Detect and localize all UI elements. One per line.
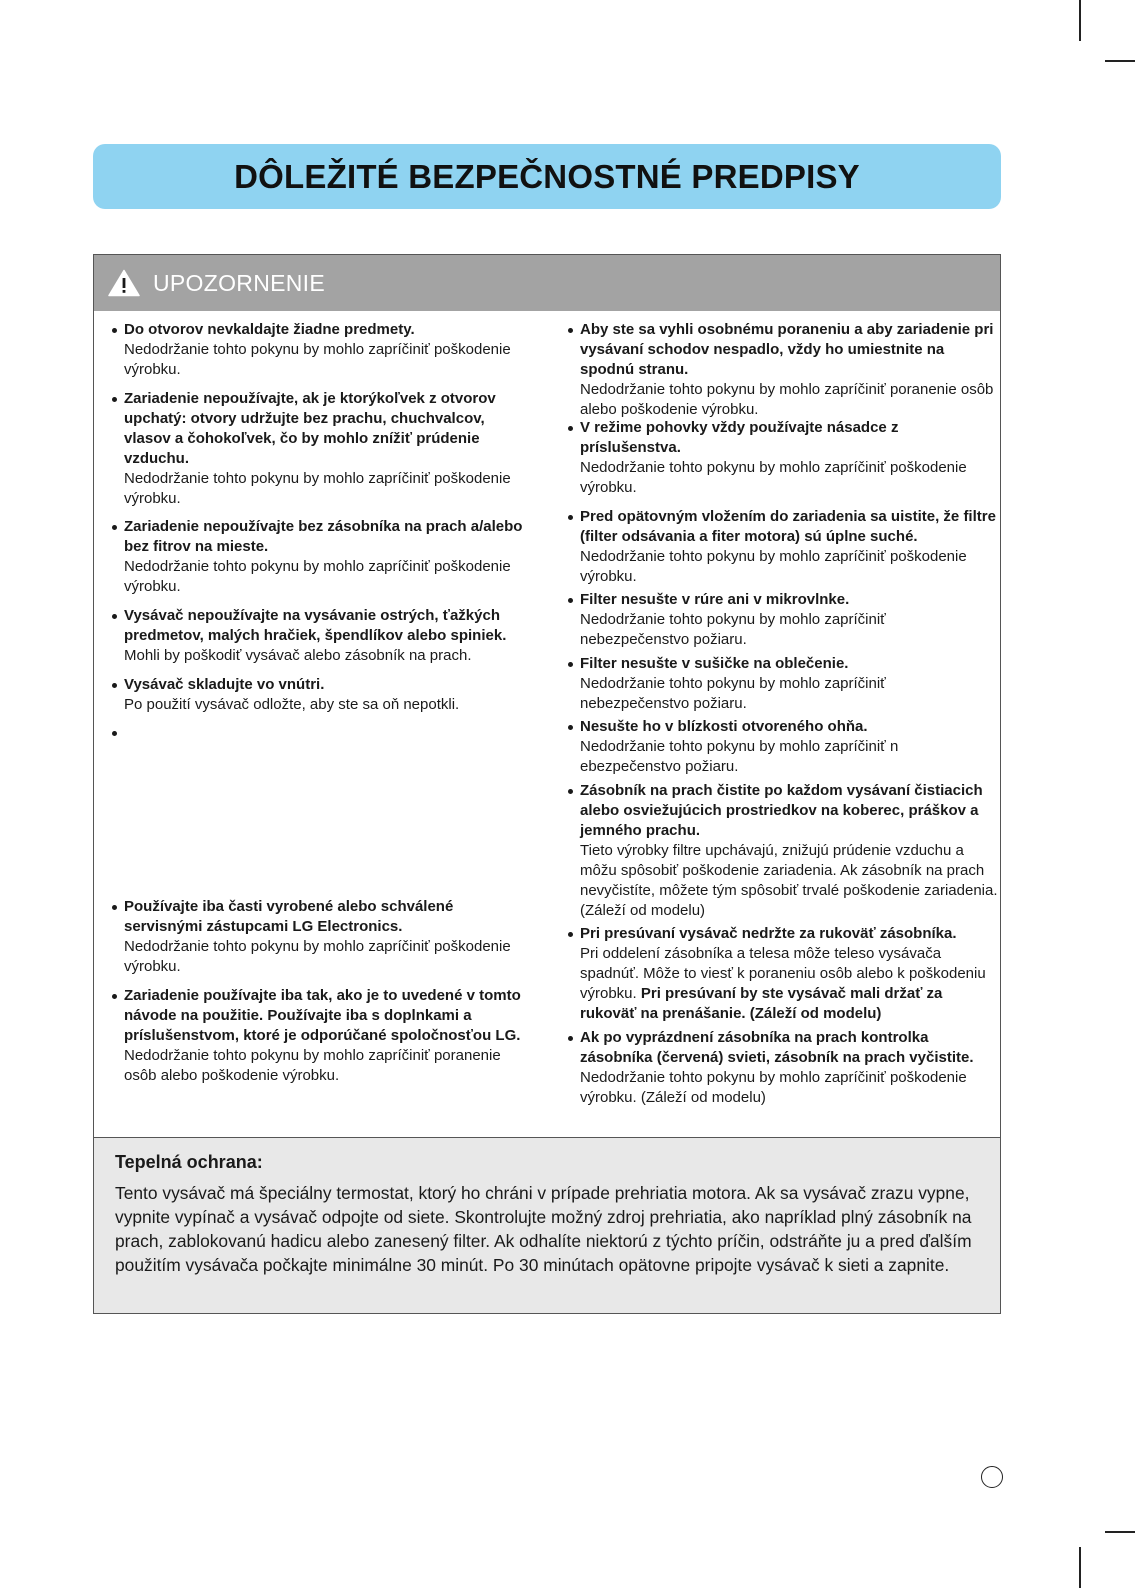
item-heading: Aby ste sa vyhli osobnému poraneniu a aby zariadenie pri vysávaní schodov nespadlo, vždy ho umiestnite na spodnú stranu. (580, 321, 994, 378)
item-heading: Filter nesušte v rúre ani v mikrovlnke. (580, 591, 850, 608)
item-heading: Filter nesušte v sušičke na oblečenie. (580, 655, 849, 672)
item-text: Nedodržanie tohto pokynu by mohlo zapríčiniť nebezpečenstvo požiaru. (580, 675, 886, 712)
item-heading: Vysávač nepoužívajte na vysávanie ostrých, ťažkých predmetov, malých hračiek, špendlíkov alebo spiniek. (124, 607, 507, 644)
warning-columns (94, 311, 1000, 1139)
list-item (567, 654, 999, 714)
page-title: DÔLEŽITÉ BEZPEČNOSTNÉ PREDPISY (234, 157, 860, 195)
list-item (111, 675, 533, 715)
crop-mark-top-horizontal (1105, 60, 1135, 62)
item-text (580, 944, 999, 1024)
list-item (111, 320, 533, 380)
list-item (111, 517, 533, 597)
list-item (111, 986, 533, 1086)
item-heading: Zásobník na prach čistite po každom vysávaní čistiacich alebo osviežujúcich prostriedkov na koberec, práškov a jemného prachu. (580, 782, 983, 839)
list-item (567, 924, 999, 1024)
list-item (567, 590, 999, 650)
item-text: Tieto výrobky filtre upchávajú, znižujú prúdenie vzduchu a môžu spôsobiť poškodenie zariadenia. Ak zásobník na prach nevyčistíte, môžete tým spôsobiť trvalé poškodenie zariadenia. (Záleží od modelu) (580, 842, 998, 919)
item-text: Nedodržanie tohto pokynu by mohlo zapríčiniť nebezpečenstvo požiaru. (580, 611, 886, 648)
item-heading: Nesušte ho v blízkosti otvoreného ohňa. (580, 718, 868, 735)
item-heading: Zariadenie nepoužívajte, ak je ktorýkoľvek z otvorov upchatý: otvory udržujte bez prachu, chuchvalcov, vlasov a čohokoľvek, čo by mohlo znížiť prúdenie vzduchu. (124, 390, 496, 467)
warning-triangle-icon (108, 269, 140, 297)
item-text: Nedodržanie tohto pokynu by mohlo zapríčiniť poškodenie výrobku. (124, 470, 511, 507)
crop-mark-top-vertical (1079, 0, 1081, 41)
item-text: Nedodržanie tohto pokynu by mohlo zapríčiniť poranenie osôb alebo poškodenie výrobku. (580, 381, 994, 418)
title-banner (93, 144, 1001, 209)
item-text-normal: Pri oddelení zásobníka a telesa môže teleso vysávača spadnúť. Môže to viesť k poraneniu osôb alebo k poškodeniu výrobku. (580, 945, 986, 1002)
item-heading: V režime pohovky vždy používajte násadce z príslušenstva. (580, 419, 899, 456)
item-text: Nedodržanie tohto pokynu by mohlo zapríčiniť n ebezpečenstvo požiaru. (580, 738, 899, 775)
list-item (567, 418, 999, 498)
crop-mark-bottom-vertical (1079, 1547, 1081, 1588)
thermal-title: Tepelná ochrana: (115, 1152, 263, 1172)
thermal-text: Tento vysávač má špeciálny termostat, ktorý ho chráni v prípade prehriatia motora. Ak sa vysávač zrazu vypne, vypnite vypínač a vysávač odpojte od siete. Skontrolujte možný zdroj prehriatia, ako napríklad plný zásobník na prach, zablokovanú hadicu alebo zanesený filter. Ak odhalíte niektorú z týchto príčin, odstráňte ju a pred ďalším použitím vysávača počkajte minimálne 30 minút. Po 30 minútach opätovne pripojte vysávač k sieti a zapnite. (115, 1183, 972, 1275)
item-heading: Zariadenie používajte iba tak, ako je to uvedené v tomto návode na použitie. Používajte iba s doplnkami a príslušenstvom, ktoré je odporúčané spoločnosťou LG. (124, 987, 521, 1044)
item-text: Nedodržanie tohto pokynu by mohlo zapríčiniť poškodenie výrobku. (124, 938, 511, 975)
item-heading: Zariadenie nepoužívajte bez zásobníka na prach a/alebo bez fitrov na mieste. (124, 518, 523, 555)
item-text: Mohli by poškodiť vysávač alebo zásobník na prach. (124, 647, 472, 664)
item-text: Nedodržanie tohto pokynu by mohlo zapríčiniť poškodenie výrobku. (580, 548, 967, 585)
list-item (111, 897, 533, 977)
list-item (111, 389, 533, 509)
item-text: Po použití vysávač odložte, aby ste sa oň nepotkli. (124, 696, 460, 713)
list-item (567, 781, 999, 921)
item-heading: Pred opätovným vložením do zariadenia sa uistite, že filtre (filter odsávania a fiter motora) sú úplne suché. (580, 508, 996, 545)
item-heading: Ak po vyprázdnení zásobníka na prach kontrolka zásobníka (červená) svieti, zásobník na prach vyčistite. (580, 1029, 974, 1066)
page-number-circle (981, 1466, 1003, 1488)
warning-header (94, 255, 1000, 311)
list-item (567, 507, 999, 587)
item-heading: Vysávač skladujte vo vnútri. (124, 676, 325, 693)
list-item (567, 1028, 999, 1108)
item-heading: Do otvorov nevkaldajte žiadne predmety. (124, 321, 415, 338)
item-text: Nedodržanie tohto pokynu by mohlo zapríčiniť poškodenie výrobku. (124, 341, 511, 378)
item-heading: Pri presúvaní vysávač nedržte za rukoväť zásobníka. (580, 925, 957, 942)
list-item (111, 606, 533, 666)
thermal-protection-section (94, 1137, 1000, 1313)
item-text-bold: Pri presúvaní by ste vysávač mali držať za rukoväť na prenášanie. (Záleží od modelu) (580, 985, 943, 1022)
item-text: Nedodržanie tohto pokynu by mohlo zapríčiniť poškodenie výrobku. (Záleží od modelu) (580, 1069, 967, 1106)
item-heading: Používajte iba časti vyrobené alebo schválené servisnými zástupcami LG Electronics. (124, 898, 454, 935)
item-text: Nedodržanie tohto pokynu by mohlo zapríčiniť poškodenie výrobku. (124, 558, 511, 595)
item-text: Nedodržanie tohto pokynu by mohlo zapríčiniť poškodenie výrobku. (580, 459, 967, 496)
warning-title: UPOZORNENIE (153, 269, 325, 296)
list-item (567, 717, 999, 777)
warning-box (93, 254, 1001, 1314)
item-text: Nedodržanie tohto pokynu by mohlo zapríčiniť poranenie osôb alebo poškodenie výrobku. (124, 1047, 501, 1084)
crop-mark-bottom-horizontal (1105, 1531, 1135, 1533)
list-item (567, 320, 999, 420)
